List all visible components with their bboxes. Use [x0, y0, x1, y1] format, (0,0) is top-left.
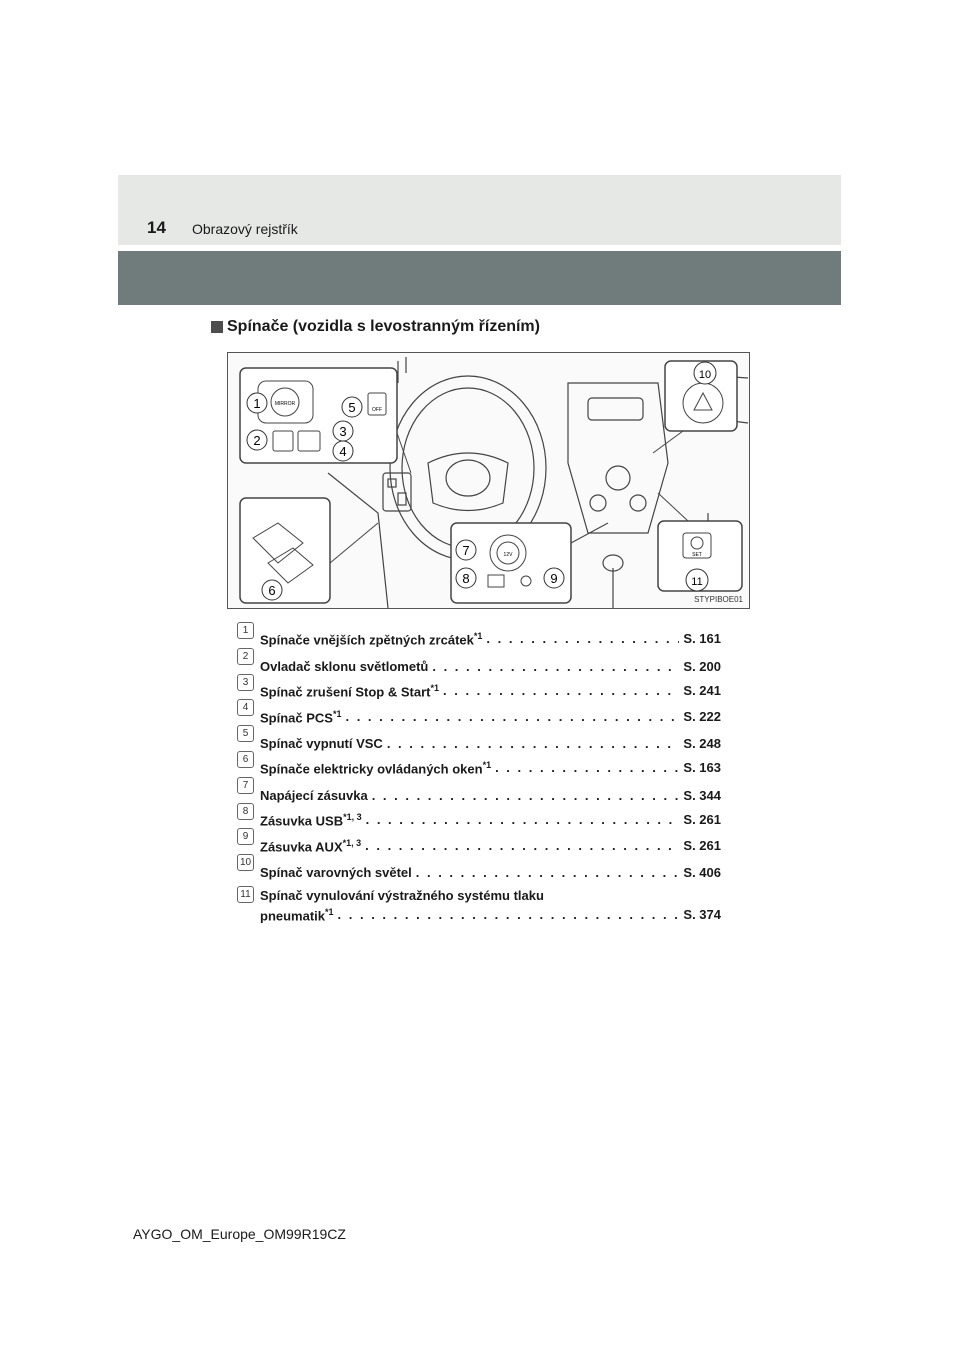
- item-label: Spínač vypnutí VSC: [260, 735, 383, 751]
- dashboard-line-drawing: [228, 353, 749, 608]
- page-number: 14: [147, 218, 166, 237]
- item-label: Spínač zrušení Stop & Start: [260, 684, 431, 700]
- item-page-ref: S. 261: [683, 837, 721, 853]
- list-item: [237, 648, 721, 674]
- item-page-ref: S. 241: [683, 683, 721, 699]
- item-page-ref: S. 374: [683, 906, 721, 922]
- mirror-control-text: MIRROR: [274, 401, 296, 407]
- callout-1: [247, 393, 267, 413]
- list-item: [237, 622, 721, 648]
- leader-dots: [416, 865, 680, 880]
- svg-text:11: 11: [691, 576, 703, 588]
- item-footnote: *1: [430, 683, 439, 694]
- tpws-set-text: SET: [692, 552, 702, 558]
- section-heading: [211, 318, 540, 336]
- item-footnote: *1: [482, 760, 492, 771]
- item-number-badge: 10: [237, 854, 254, 871]
- leader-dots: [387, 736, 680, 751]
- item-page-ref: S. 163: [683, 760, 721, 776]
- item-label: pneumatik: [260, 908, 326, 924]
- item-number-badge: 2: [237, 648, 254, 665]
- item-page-ref: S. 344: [683, 787, 721, 803]
- document-id-footer: AYGO_OM_Europe_OM99R19CZ: [133, 1226, 346, 1242]
- item-page-ref: S. 248: [683, 735, 721, 751]
- item-page-ref: S. 222: [683, 708, 721, 724]
- svg-text:2: 2: [253, 433, 261, 448]
- item-footnote: *1: [332, 708, 342, 719]
- item-number-badge: 8: [237, 803, 254, 820]
- callout-7: [456, 540, 476, 560]
- vsc-off-text: OFF: [372, 407, 382, 413]
- list-item: [237, 674, 721, 700]
- dashboard-illustration: [227, 352, 750, 609]
- item-label-line1: Spínač vynulování výstražného systému tlaku: [260, 887, 544, 903]
- item-label: Spínače vnějších zpětných zrcátek: [260, 632, 474, 648]
- callout-2: [247, 430, 267, 450]
- item-label: Spínače elektricky ovládaných oken: [260, 761, 483, 777]
- callout-6: [262, 580, 282, 600]
- callout-8: [456, 568, 476, 588]
- svg-text:5: 5: [348, 400, 356, 415]
- leader-dots: [365, 838, 679, 854]
- item-label: Zásuvka USB: [260, 813, 344, 829]
- item-label: Ovladač sklonu světlometů: [260, 658, 429, 674]
- square-bullet-icon: [211, 321, 223, 333]
- item-number-badge: 6: [237, 751, 254, 768]
- list-item: [237, 725, 721, 751]
- list-item: [237, 699, 721, 725]
- callout-3: [333, 421, 353, 441]
- svg-text:1: 1: [253, 396, 261, 411]
- item-label: Spínač PCS: [260, 710, 333, 726]
- item-page-ref: S. 406: [683, 864, 721, 880]
- leader-dots: [495, 760, 679, 776]
- svg-text:6: 6: [268, 583, 276, 598]
- list-item: [237, 880, 721, 926]
- svg-text:3: 3: [339, 424, 347, 439]
- socket-12v-text: 12V: [503, 552, 513, 558]
- callout-4: [333, 441, 353, 461]
- list-item: [237, 828, 721, 854]
- switch-reference-list: [237, 622, 721, 926]
- leader-dots: [366, 812, 680, 828]
- svg-text:9: 9: [550, 571, 558, 586]
- list-item: [237, 854, 721, 880]
- leader-dots: [372, 788, 680, 803]
- svg-text:4: 4: [339, 444, 347, 459]
- callout-11: [686, 569, 708, 591]
- item-number-badge: 9: [237, 828, 254, 845]
- item-label: Spínač varovných světel: [260, 864, 412, 880]
- svg-text:7: 7: [462, 543, 470, 558]
- item-number-badge: 4: [237, 699, 254, 716]
- item-page-ref: S. 161: [683, 631, 721, 647]
- leader-dots: [338, 907, 680, 923]
- header-dark-band: [118, 251, 841, 305]
- leader-dots: [486, 631, 679, 647]
- item-footnote: *1: [473, 631, 483, 642]
- item-label: Napájecí zásuvka: [260, 787, 368, 803]
- item-footnote: *1, 3: [342, 837, 362, 848]
- section-heading-text: Spínače (vozidla s levostranným řízením): [227, 318, 540, 335]
- leader-dots: [443, 683, 679, 699]
- callout-9: [544, 568, 564, 588]
- item-page-ref: S. 200: [683, 658, 721, 674]
- chapter-title: Obrazový rejstřík: [192, 221, 298, 237]
- figure-code: STYPIBOE01: [694, 595, 743, 604]
- svg-text:8: 8: [462, 571, 470, 586]
- item-page-ref: S. 261: [683, 812, 721, 828]
- svg-text:10: 10: [698, 369, 712, 381]
- leader-dots: [432, 659, 679, 674]
- callout-5: [342, 397, 362, 417]
- list-item: [237, 777, 721, 803]
- item-number-badge: 3: [237, 674, 254, 691]
- item-number-badge: 5: [237, 725, 254, 742]
- item-number-badge: 11: [237, 886, 254, 903]
- item-label: Zásuvka AUX: [260, 839, 343, 855]
- item-number-badge: 1: [237, 622, 254, 639]
- list-item: [237, 803, 721, 829]
- item-footnote: *1: [325, 906, 334, 917]
- leader-dots: [345, 709, 679, 725]
- list-item: [237, 751, 721, 777]
- item-number-badge: 7: [237, 777, 254, 794]
- item-footnote: *1, 3: [343, 812, 362, 823]
- callout-10: [694, 362, 716, 384]
